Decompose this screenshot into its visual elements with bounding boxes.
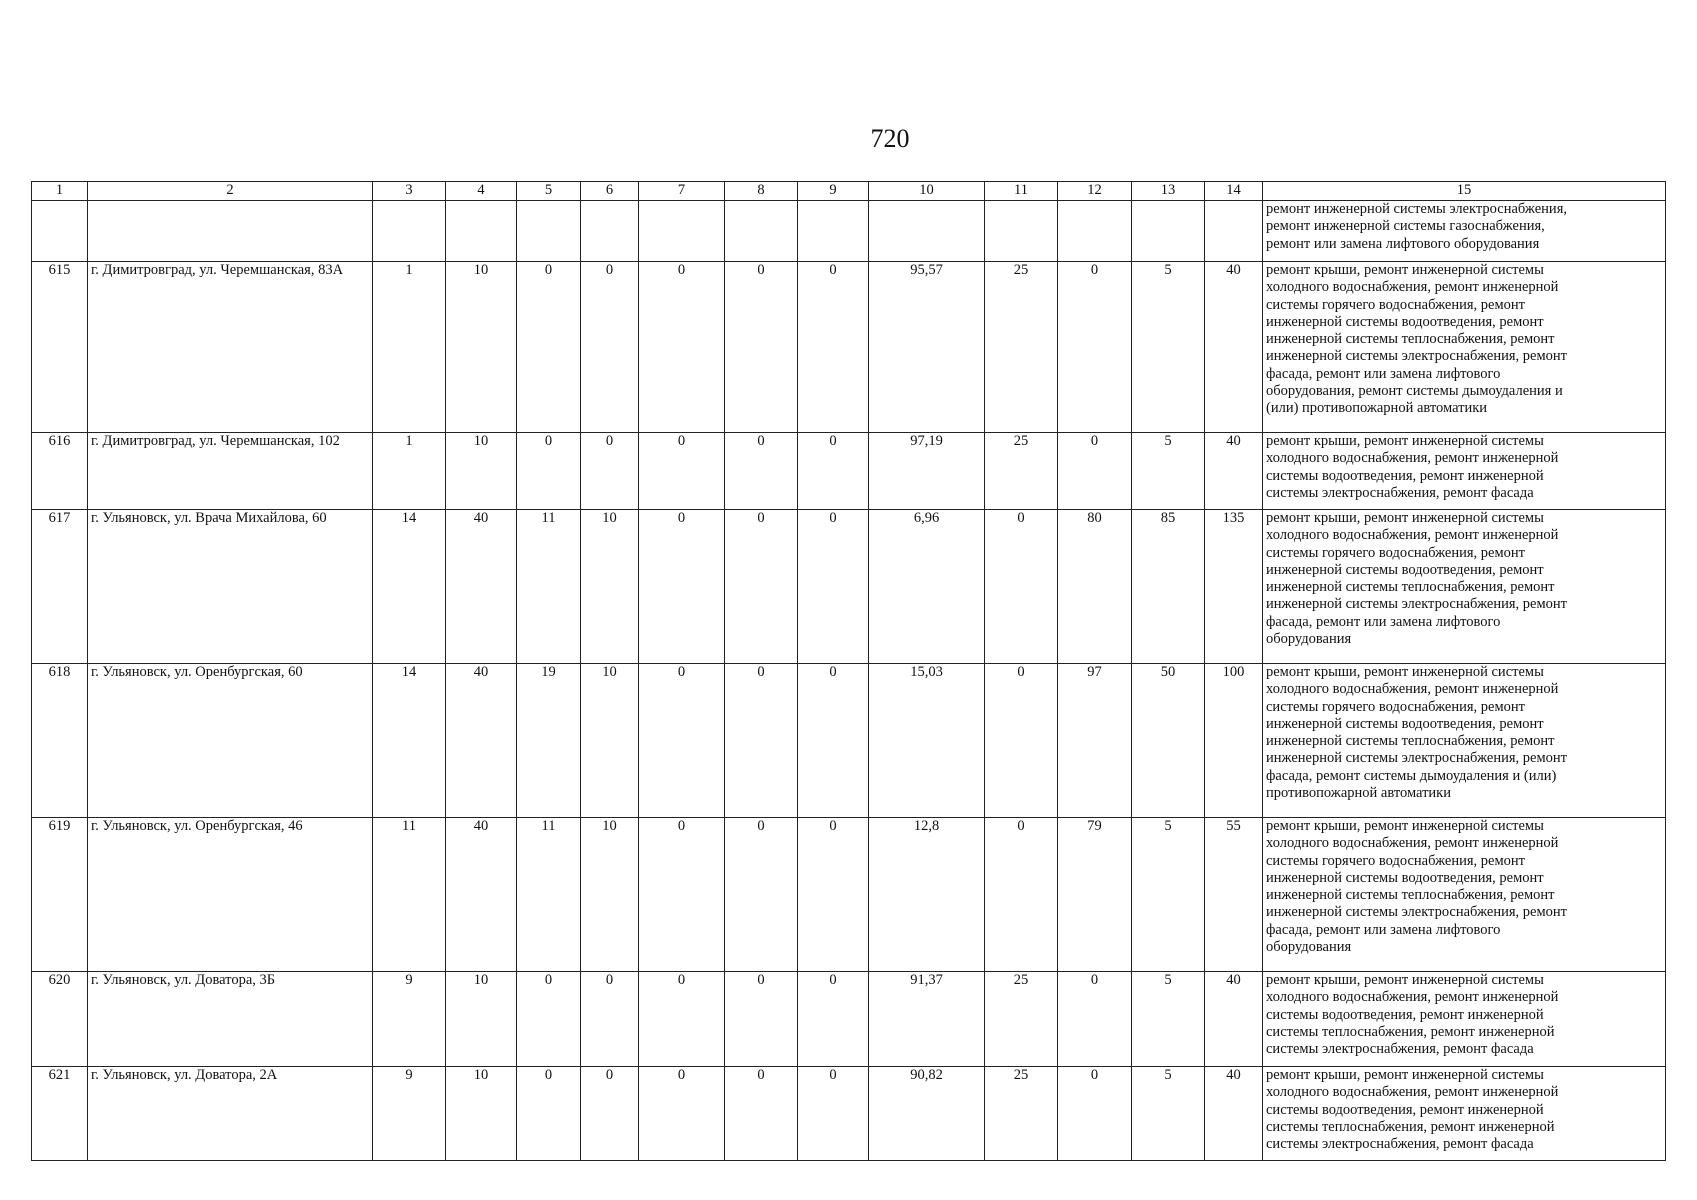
value-cell: 0 (639, 818, 725, 972)
column-header: 2 (88, 182, 373, 201)
row-number-cell: 615 (32, 262, 88, 433)
row-number-cell: 619 (32, 818, 88, 972)
value-cell: 15,03 (869, 664, 985, 818)
works-line: ремонт крыши, ремонт инженерной системы (1266, 818, 1544, 834)
works-line: ремонт инженерной системы газоснабжения, (1266, 218, 1545, 235)
works-line: оборудования (1266, 939, 1352, 956)
works-line: системы водоотведения, ремонт инженерной (1266, 467, 1544, 484)
works-line: инженерной системы теплоснабжения, ремонт (1266, 579, 1555, 596)
column-header: 13 (1132, 182, 1205, 201)
value-cell: 85 (1132, 510, 1205, 664)
value-cell: 97 (1058, 664, 1132, 818)
row-number-cell: 617 (32, 510, 88, 664)
table-row (32, 818, 1666, 972)
value-cell: 12,8 (869, 818, 985, 972)
value-cell: 0 (581, 433, 639, 510)
works-line: инженерной системы теплоснабжения, ремонт (1266, 331, 1555, 348)
value-cell: 0 (798, 664, 869, 818)
works-line: ремонт крыши, ремонт инженерной системы (1266, 510, 1544, 526)
value-cell: 5 (1132, 818, 1205, 972)
value-cell: 0 (985, 510, 1058, 664)
value-cell (1205, 201, 1263, 262)
column-header: 14 (1205, 182, 1263, 201)
value-cell: 0 (725, 818, 798, 972)
works-line: холодного водоснабжения, ремонт инженерной (1266, 835, 1559, 852)
works-line: холодного водоснабжения, ремонт инженерной (1266, 681, 1559, 698)
value-cell: 6,96 (869, 510, 985, 664)
works-cell (1263, 201, 1666, 262)
value-cell: 0 (639, 262, 725, 433)
value-cell: 0 (725, 972, 798, 1067)
works-line: ремонт крыши, ремонт инженерной системы (1266, 1067, 1544, 1083)
column-header: 8 (725, 182, 798, 201)
value-cell: 55 (1205, 818, 1263, 972)
works-line: инженерной системы водоотведения, ремонт (1266, 869, 1544, 886)
works-line: инженерной системы водоотведения, ремонт (1266, 715, 1544, 732)
value-cell (446, 201, 517, 262)
works-line: оборудования, ремонт системы дымоудаления и (1266, 383, 1563, 400)
works-line: системы электроснабжения, ремонт фасада (1266, 484, 1534, 501)
works-line: системы водоотведения, ремонт инженерной (1266, 1006, 1544, 1023)
works-line: системы горячего водоснабжения, ремонт (1266, 852, 1526, 869)
works-cell (1263, 664, 1666, 818)
value-cell: 0 (985, 664, 1058, 818)
address-cell: г. Ульяновск, ул. Оренбургская, 46 (88, 818, 373, 972)
value-cell: 0 (581, 262, 639, 433)
works-cell (1263, 818, 1666, 972)
value-cell: 9 (373, 1067, 446, 1161)
works-line: противопожарной автоматики (1266, 785, 1451, 802)
value-cell: 0 (798, 433, 869, 510)
address-cell: г. Димитровград, ул. Черемшанская, 83А (88, 262, 373, 433)
works-line: (или) противопожарной автоматики (1266, 400, 1488, 417)
value-cell: 10 (581, 664, 639, 818)
value-cell (798, 201, 869, 262)
value-cell: 0 (725, 262, 798, 433)
works-line: инженерной системы теплоснабжения, ремонт (1266, 887, 1555, 904)
value-cell: 5 (1132, 1067, 1205, 1161)
value-cell: 25 (985, 262, 1058, 433)
works-line: инженерной системы теплоснабжения, ремонт (1266, 733, 1555, 750)
repair-program-table (31, 181, 1666, 1161)
works-line: холодного водоснабжения, ремонт инженерной (1266, 989, 1559, 1006)
value-cell: 0 (798, 818, 869, 972)
table-row (32, 1067, 1666, 1161)
works-cell (1263, 510, 1666, 664)
works-line: холодного водоснабжения, ремонт инженерной (1266, 527, 1559, 544)
table-row (32, 510, 1666, 664)
address-cell: г. Ульяновск, ул. Доватора, 3Б (88, 972, 373, 1067)
value-cell: 10 (446, 1067, 517, 1161)
row-number-cell (32, 201, 88, 262)
value-cell: 0 (798, 262, 869, 433)
value-cell: 10 (446, 972, 517, 1067)
column-header: 1 (32, 182, 88, 201)
value-cell (639, 201, 725, 262)
works-line: системы теплоснабжения, ремонт инженерной (1266, 1023, 1555, 1040)
table-row (32, 201, 1666, 262)
value-cell: 1 (373, 433, 446, 510)
value-cell: 0 (1058, 262, 1132, 433)
row-number-cell: 621 (32, 1067, 88, 1161)
works-line: ремонт или замена лифтового оборудования (1266, 235, 1540, 252)
value-cell: 79 (1058, 818, 1132, 972)
value-cell (517, 201, 581, 262)
value-cell: 1 (373, 262, 446, 433)
value-cell: 19 (517, 664, 581, 818)
value-cell: 40 (1205, 972, 1263, 1067)
value-cell: 40 (1205, 1067, 1263, 1161)
value-cell: 14 (373, 664, 446, 818)
works-line: ремонт крыши, ремонт инженерной системы (1266, 433, 1544, 449)
works-line: холодного водоснабжения, ремонт инженерной (1266, 450, 1559, 467)
value-cell: 40 (446, 510, 517, 664)
value-cell: 0 (517, 262, 581, 433)
value-cell (1132, 201, 1205, 262)
table-row (32, 433, 1666, 510)
value-cell: 10 (446, 433, 517, 510)
value-cell: 40 (1205, 433, 1263, 510)
works-line: инженерной системы электроснабжения, ремонт (1266, 596, 1567, 613)
works-cell (1263, 433, 1666, 510)
value-cell: 0 (725, 510, 798, 664)
column-header: 3 (373, 182, 446, 201)
works-line: инженерной системы электроснабжения, ремонт (1266, 904, 1567, 921)
value-cell: 0 (798, 1067, 869, 1161)
address-cell: г. Ульяновск, ул. Врача Михайлова, 60 (88, 510, 373, 664)
works-line: системы горячего водоснабжения, ремонт (1266, 544, 1526, 561)
works-line: фасада, ремонт или замена лифтового (1266, 365, 1501, 382)
value-cell: 95,57 (869, 262, 985, 433)
value-cell: 91,37 (869, 972, 985, 1067)
column-header: 5 (517, 182, 581, 201)
column-header: 12 (1058, 182, 1132, 201)
table-body (32, 201, 1666, 1161)
column-header: 10 (869, 182, 985, 201)
value-cell: 0 (517, 1067, 581, 1161)
value-cell: 0 (581, 972, 639, 1067)
value-cell: 0 (1058, 433, 1132, 510)
table-row (32, 972, 1666, 1067)
value-cell: 10 (446, 262, 517, 433)
works-line: инженерной системы водоотведения, ремонт (1266, 313, 1544, 330)
column-header: 7 (639, 182, 725, 201)
table-row (32, 262, 1666, 433)
value-cell: 0 (581, 1067, 639, 1161)
works-line: ремонт крыши, ремонт инженерной системы (1266, 664, 1544, 680)
column-number-row (32, 182, 1666, 201)
value-cell: 0 (639, 1067, 725, 1161)
value-cell: 0 (1058, 972, 1132, 1067)
address-cell: г. Ульяновск, ул. Доватора, 2А (88, 1067, 373, 1161)
value-cell: 0 (517, 433, 581, 510)
value-cell: 25 (985, 972, 1058, 1067)
value-cell: 11 (517, 510, 581, 664)
value-cell (1058, 201, 1132, 262)
address-cell (88, 201, 373, 262)
column-header: 6 (581, 182, 639, 201)
works-line: инженерной системы водоотведения, ремонт (1266, 561, 1544, 578)
column-header: 11 (985, 182, 1058, 201)
works-cell (1263, 972, 1666, 1067)
table-row (32, 664, 1666, 818)
row-number-cell: 620 (32, 972, 88, 1067)
row-number-cell: 618 (32, 664, 88, 818)
works-line: фасада, ремонт системы дымоудаления и (или) (1266, 767, 1557, 784)
value-cell: 0 (985, 818, 1058, 972)
works-line: системы горячего водоснабжения, ремонт (1266, 296, 1526, 313)
works-line: системы электроснабжения, ремонт фасада (1266, 1136, 1534, 1153)
works-line: холодного водоснабжения, ремонт инженерной (1266, 1084, 1559, 1101)
value-cell: 9 (373, 972, 446, 1067)
works-line: фасада, ремонт или замена лифтового (1266, 921, 1501, 938)
value-cell: 10 (581, 510, 639, 664)
works-line: системы водоотведения, ремонт инженерной (1266, 1101, 1544, 1118)
works-line: ремонт крыши, ремонт инженерной системы (1266, 972, 1544, 988)
value-cell: 100 (1205, 664, 1263, 818)
value-cell: 25 (985, 433, 1058, 510)
column-header: 15 (1263, 182, 1666, 201)
value-cell: 11 (373, 818, 446, 972)
value-cell: 0 (639, 433, 725, 510)
value-cell: 5 (1132, 262, 1205, 433)
value-cell: 0 (798, 510, 869, 664)
value-cell: 50 (1132, 664, 1205, 818)
value-cell: 97,19 (869, 433, 985, 510)
row-number-cell: 616 (32, 433, 88, 510)
value-cell: 0 (798, 972, 869, 1067)
value-cell: 90,82 (869, 1067, 985, 1161)
value-cell: 0 (725, 433, 798, 510)
works-line: системы электроснабжения, ремонт фасада (1266, 1041, 1534, 1058)
value-cell: 0 (725, 664, 798, 818)
value-cell: 40 (1205, 262, 1263, 433)
value-cell: 5 (1132, 972, 1205, 1067)
value-cell: 0 (639, 664, 725, 818)
value-cell: 11 (517, 818, 581, 972)
value-cell: 0 (639, 972, 725, 1067)
works-line: фасада, ремонт или замена лифтового (1266, 613, 1501, 630)
value-cell: 40 (446, 664, 517, 818)
value-cell: 80 (1058, 510, 1132, 664)
column-header: 4 (446, 182, 517, 201)
value-cell: 0 (639, 510, 725, 664)
works-line: системы горячего водоснабжения, ремонт (1266, 698, 1526, 715)
value-cell (869, 201, 985, 262)
value-cell: 14 (373, 510, 446, 664)
value-cell (581, 201, 639, 262)
works-line: ремонт инженерной системы электроснабжения, (1266, 201, 1567, 217)
column-header: 9 (798, 182, 869, 201)
address-cell: г. Ульяновск, ул. Оренбургская, 60 (88, 664, 373, 818)
works-line: инженерной системы электроснабжения, ремонт (1266, 750, 1567, 767)
value-cell (373, 201, 446, 262)
works-line: системы теплоснабжения, ремонт инженерной (1266, 1118, 1555, 1135)
value-cell (985, 201, 1058, 262)
value-cell (725, 201, 798, 262)
page-number: 720 (870, 124, 910, 153)
value-cell: 0 (725, 1067, 798, 1161)
works-line: ремонт крыши, ремонт инженерной системы (1266, 262, 1544, 278)
value-cell: 5 (1132, 433, 1205, 510)
address-cell: г. Димитровград, ул. Черемшанская, 102 (88, 433, 373, 510)
value-cell: 40 (446, 818, 517, 972)
value-cell: 0 (1058, 1067, 1132, 1161)
value-cell: 0 (517, 972, 581, 1067)
works-line: оборудования (1266, 631, 1352, 648)
value-cell: 135 (1205, 510, 1263, 664)
works-line: инженерной системы электроснабжения, ремонт (1266, 348, 1567, 365)
value-cell: 10 (581, 818, 639, 972)
value-cell: 25 (985, 1067, 1058, 1161)
works-cell (1263, 1067, 1666, 1161)
works-line: холодного водоснабжения, ремонт инженерной (1266, 279, 1559, 296)
works-cell (1263, 262, 1666, 433)
